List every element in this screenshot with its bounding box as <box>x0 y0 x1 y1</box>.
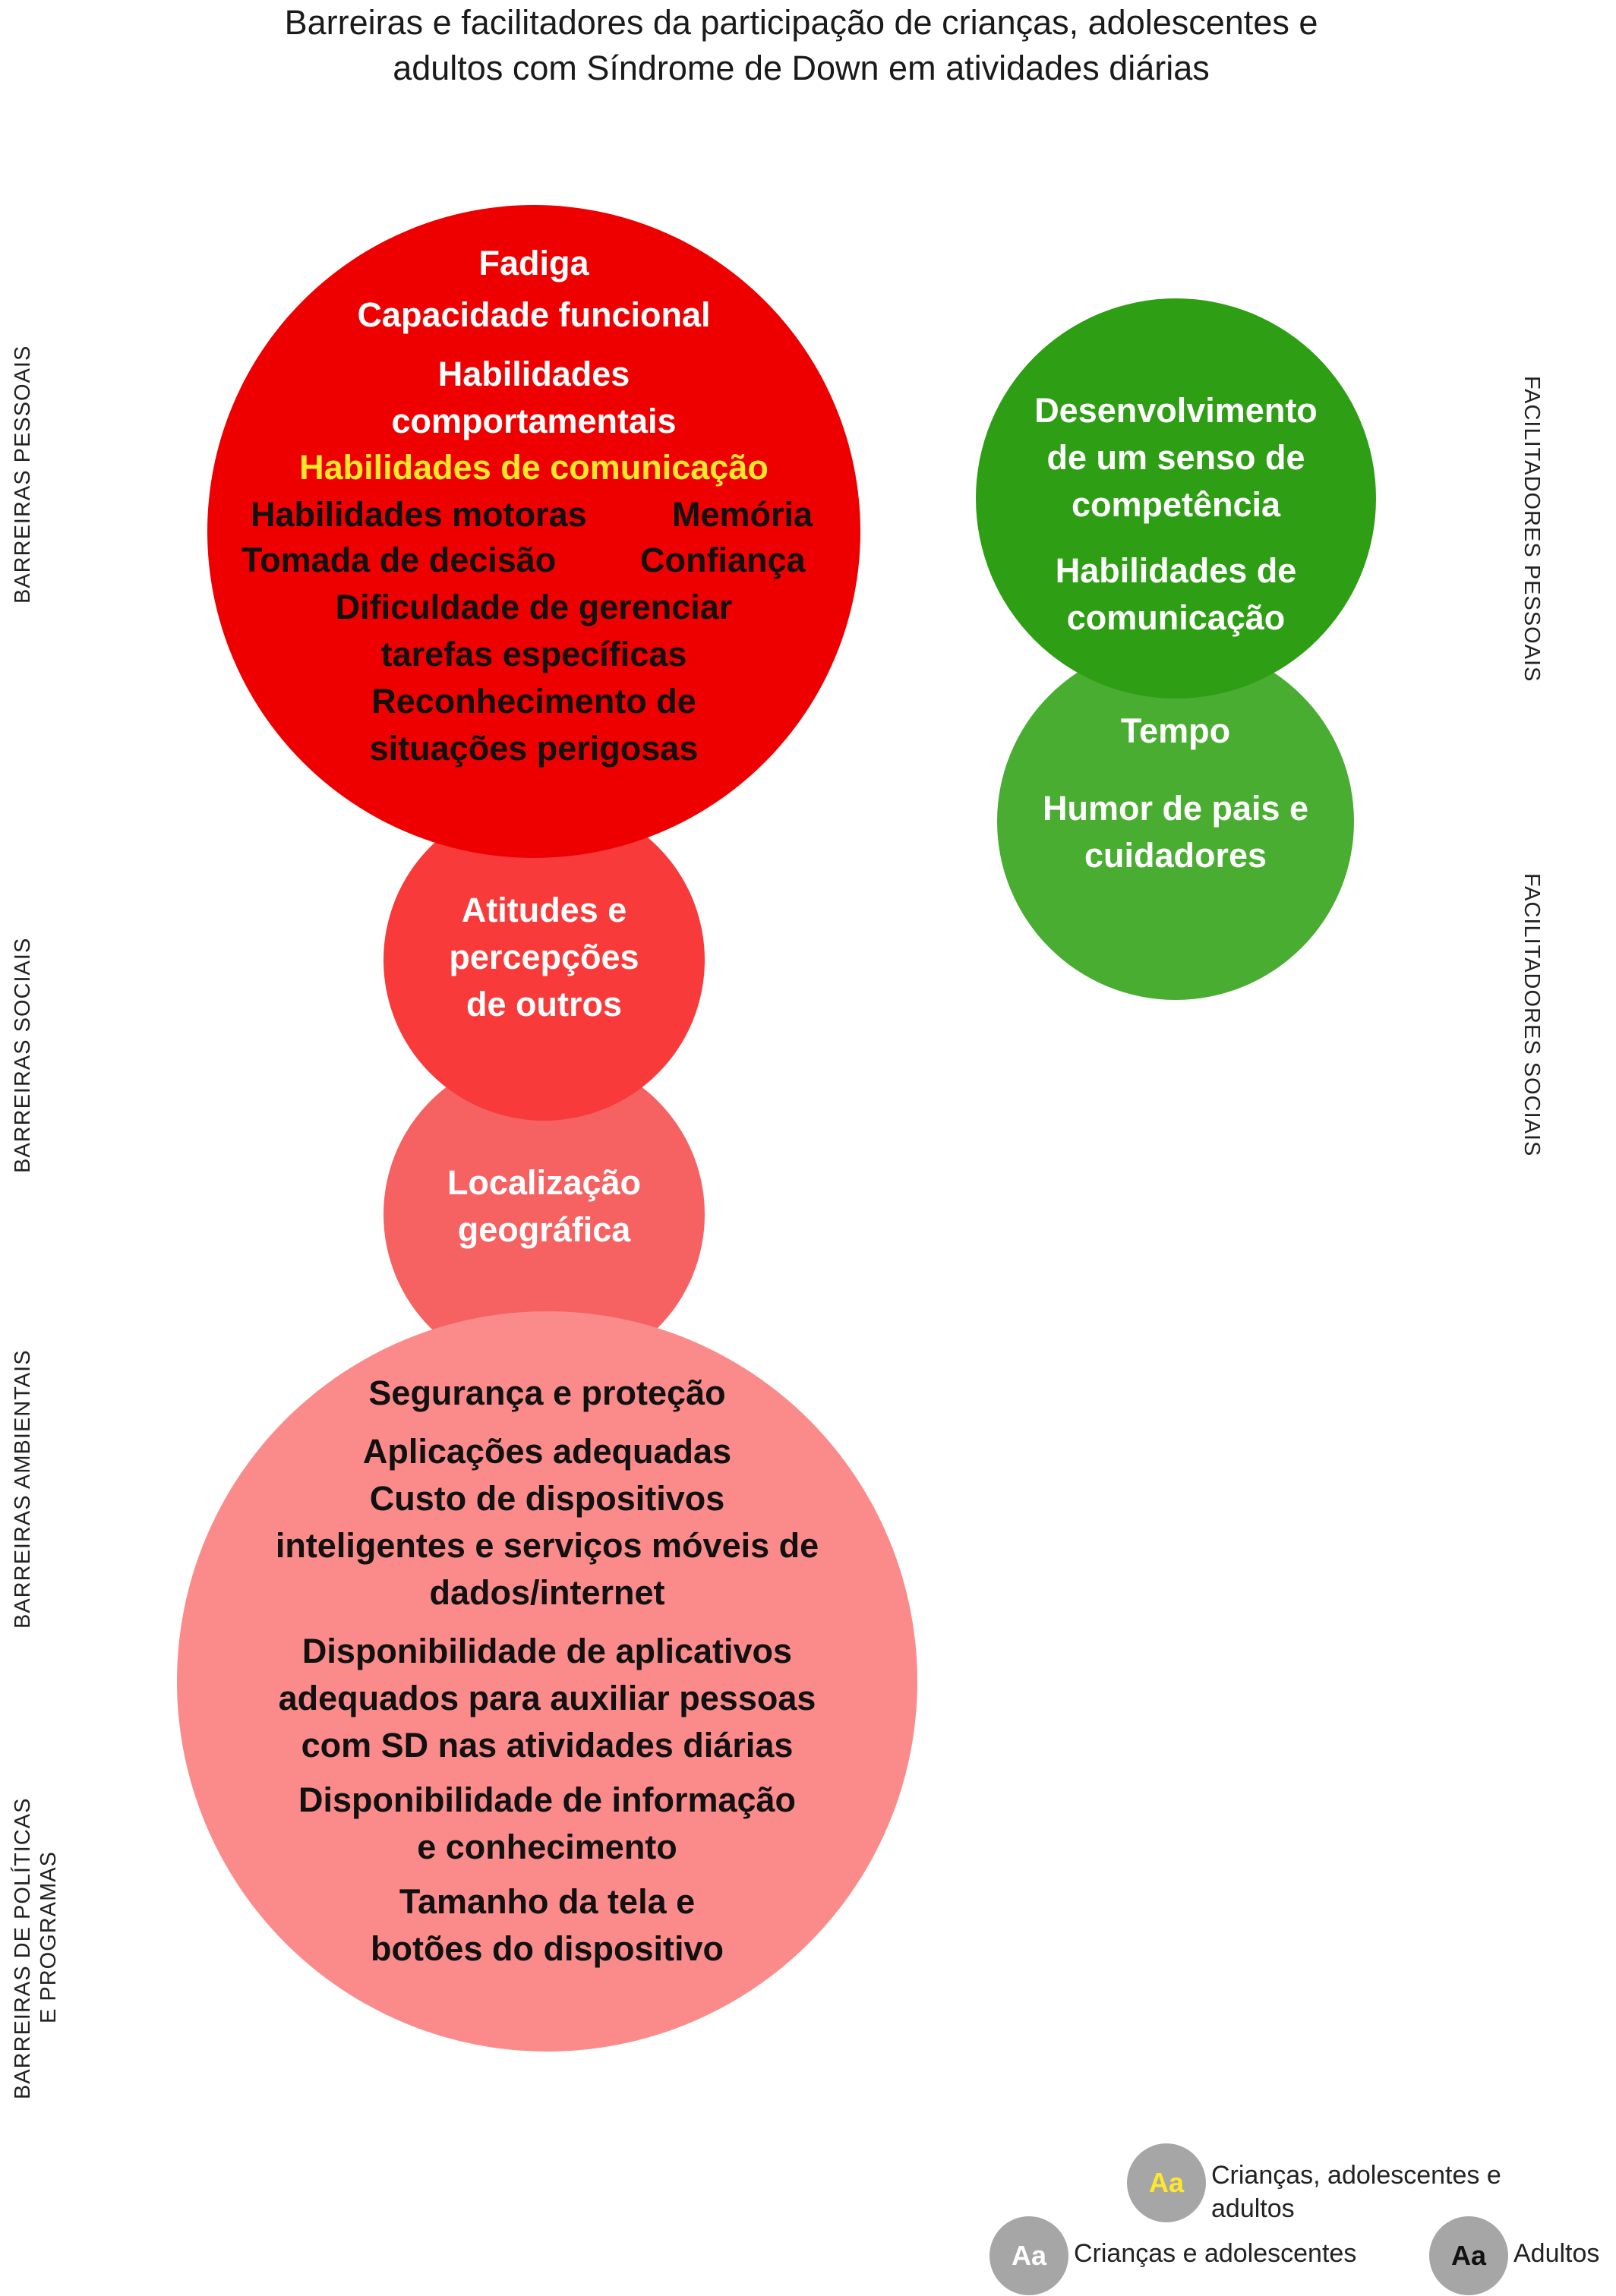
bpp-disp-info-2: e conhecimento <box>417 1828 677 1866</box>
label-barreiras-pessoais: BARREIRAS PESSOAIS <box>11 345 35 604</box>
bpp-text <box>177 1370 917 1973</box>
title-line-2: adultos com Síndrome de Down em atividades diárias <box>393 49 1210 87</box>
bpp-seguranca: Segurança e proteção <box>368 1374 726 1412</box>
label-facilitadores-pessoais: FACILITADORES PESSOAIS <box>1520 376 1544 683</box>
bpp-disp-apps-3: com SD nas atividades diárias <box>301 1726 794 1765</box>
bpp-custo-3: dados/internet <box>429 1573 665 1612</box>
legend-dot-children: Aa <box>989 2216 1068 2295</box>
bpp-tamanho-2: botões do dispositivo <box>370 1929 724 1968</box>
label-barreiras-politicas-1: BARREIRAS DE POLÍTICAS <box>11 1797 35 2099</box>
bpp-custo-1: Custo de dispositivos <box>369 1479 725 1518</box>
bpp-aplicacoes: Aplicações adequadas <box>362 1432 732 1471</box>
bp-habilidades-motoras: Habilidades motoras <box>251 495 587 534</box>
bs-line-3: de outros <box>466 985 622 1023</box>
diagram-title <box>114 0 1488 91</box>
label-barreiras-politicas-2: E PROGRAMAS <box>36 1851 61 2023</box>
bp-habilidades-comportamentais-1: Habilidades <box>437 355 630 393</box>
bpp-tamanho-1: Tamanho da tela e <box>399 1882 696 1921</box>
bs-text <box>383 887 705 1028</box>
fp-comun-1: Habilidades de <box>1055 551 1297 590</box>
legend-label-all-1: Crianças, adolescentes e <box>1211 2161 1501 2190</box>
label-facilitadores-sociais: FACILITADORES SOCIAIS <box>1520 873 1544 1157</box>
bp-reconhecimento-2: situações perigosas <box>369 729 699 768</box>
fp-comun-2: comunicação <box>1066 598 1286 637</box>
legend-label-adults: Adultos <box>1513 2239 1600 2268</box>
label-barreiras-sociais: BARREIRAS SOCIAIS <box>11 937 35 1173</box>
legend-label-all <box>1211 2159 1501 2225</box>
bpp-custo-2: inteligentes e serviços móveis de <box>275 1526 819 1565</box>
label-barreiras-ambientais: BARREIRAS AMBIENTAIS <box>11 1349 35 1629</box>
fp-text <box>976 387 1376 642</box>
bp-dificuldade-1: Dificuldade de gerenciar <box>335 588 733 626</box>
fs-humor-2: cuidadores <box>1084 836 1267 875</box>
bpp-disp-info-1: Disponibilidade de informação <box>298 1780 797 1819</box>
bp-confianca: Confiança <box>640 541 806 579</box>
title-line-1: Barreiras e facilitadores da participação de crianças, adolescentes e <box>284 3 1318 42</box>
bs-line-2: percepções <box>449 938 639 976</box>
fp-desenv-1: Desenvolvimento <box>1034 391 1318 430</box>
fp-desenv-3: competência <box>1071 485 1281 524</box>
bp-memoria: Memória <box>672 495 813 534</box>
legend-dot-adults: Aa <box>1429 2216 1508 2295</box>
bp-reconhecimento-1: Reconhecimento de <box>371 682 696 721</box>
bp-habilidades-comportamentais-2: comportamentais <box>391 402 677 440</box>
bp-tomada-decisao: Tomada de decisão <box>241 541 557 579</box>
fs-tempo: Tempo <box>1120 711 1231 750</box>
ba-text <box>383 1159 705 1254</box>
fs-text <box>997 708 1354 879</box>
ba-line-1: Localização <box>447 1163 642 1202</box>
legend-dot-all: Aa <box>1127 2143 1206 2222</box>
bp-text-white <box>234 240 834 445</box>
fp-desenv-2: de um senso de <box>1046 438 1305 477</box>
bp-text-black <box>234 584 834 772</box>
bp-dificuldade-2: tarefas específicas <box>380 635 687 673</box>
bpp-disp-apps-2: adequados para auxiliar pessoas <box>278 1679 816 1717</box>
bp-capacidade-funcional: Capacidade funcional <box>357 295 711 334</box>
legend-label-all-2: adultos <box>1211 2194 1295 2223</box>
bs-line-1: Atitudes e <box>461 891 627 929</box>
fs-humor-1: Humor de pais e <box>1042 789 1309 828</box>
bp-fadiga: Fadiga <box>478 244 589 282</box>
legend-label-children: Crianças e adolescentes <box>1074 2239 1357 2268</box>
bp-habilidades-comunicacao: Habilidades de comunicação <box>299 448 769 487</box>
bpp-disp-apps-1: Disponibilidade de aplicativos <box>301 1632 793 1670</box>
ba-line-2: geográfica <box>457 1210 631 1249</box>
